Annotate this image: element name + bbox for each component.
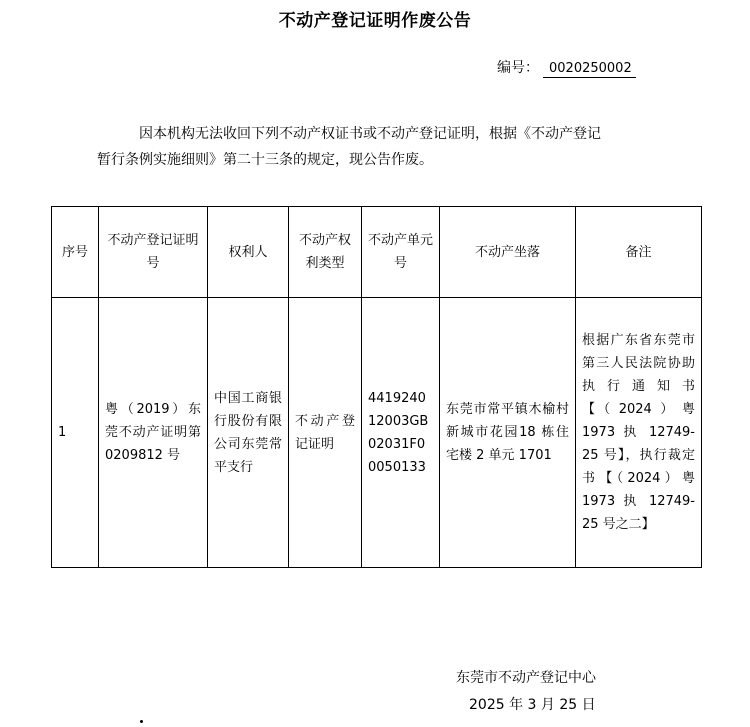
header-right-type: 不动产权利类型: [289, 207, 362, 298]
header-note: 备注: [576, 207, 702, 298]
void-certificate-table: [51, 206, 702, 568]
header-unit-no: 不动产单元号: [362, 207, 440, 298]
header-owner: 权利人: [208, 207, 289, 298]
cell-cert-no: 粤（2019）东莞不动产证明第 0209812 号: [99, 298, 208, 568]
serial-value: 0020250002: [543, 61, 636, 78]
cell-owner: 中国工商银行股份有限公司东莞常平支行: [208, 298, 289, 568]
issue-date: 2025 年 3 月 25 日: [469, 697, 596, 713]
serial-number: [497, 57, 636, 78]
cell-unit-no: 441924012003GB02031F00050133: [362, 298, 440, 568]
header-cert-no: 不动产登记证明号: [99, 207, 208, 298]
cell-right-type: 不动产登记证明: [289, 298, 362, 568]
table-header-row: [52, 207, 702, 298]
decorative-dot: [140, 720, 143, 723]
header-index: 序号: [52, 207, 99, 298]
table-row: [52, 298, 702, 568]
page-title: 不动产登记证明作废公告: [278, 11, 472, 31]
intro-paragraph: [97, 121, 657, 173]
serial-label: 编号：: [497, 60, 539, 76]
intro-line-1: 因本机构无法收回下列不动产权证书或不动产登记证明，根据《不动产登记: [139, 126, 601, 142]
cell-note: 根据广东省东莞市第三人民法院协助执行通知书【（2024）粤 1973 执 12749-25 号】，执行裁定书【（2024）粤 1973 执 12749-25 号之二】: [576, 298, 702, 568]
intro-line-2: 暂行条例实施细则》第二十三条的规定，现公告作废。: [97, 152, 433, 168]
header-location: 不动产坐落: [440, 207, 576, 298]
issuing-organization: 东莞市不动产登记中心: [456, 670, 596, 686]
cell-location: 东莞市常平镇木榆村新城市花园18 栋住宅楼 2 单元 1701: [440, 298, 576, 568]
cell-index: 1: [52, 298, 99, 568]
